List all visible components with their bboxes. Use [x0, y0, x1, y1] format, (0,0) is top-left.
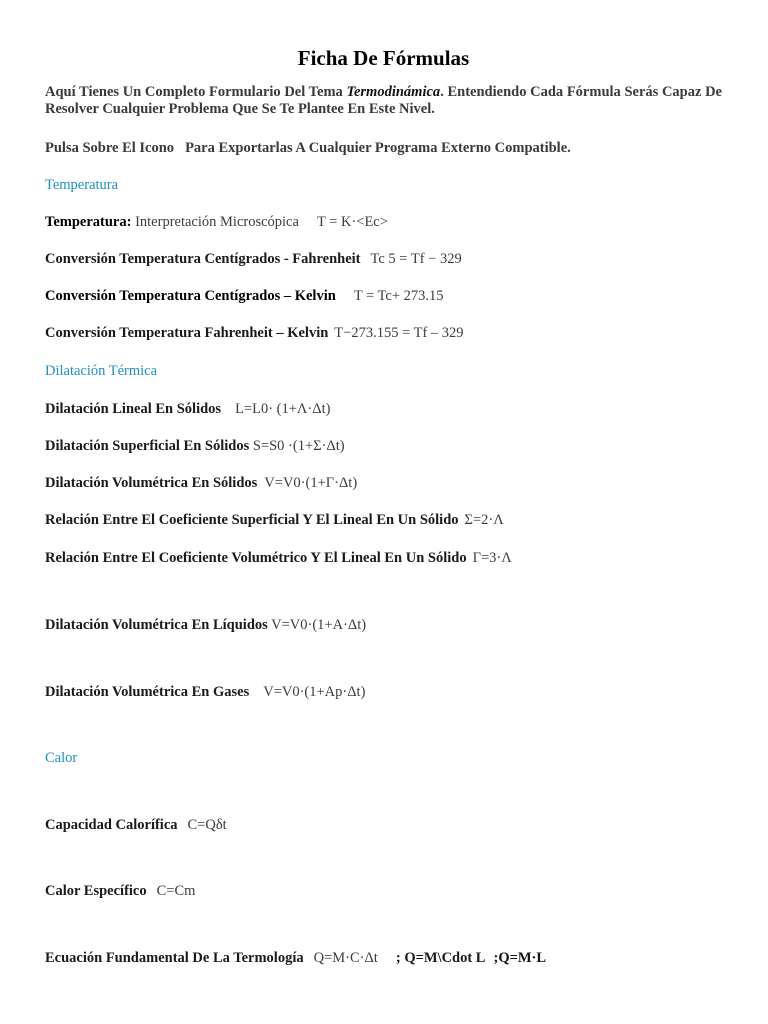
formula-expression: Γ=3·Λ — [472, 550, 512, 566]
formula-expression-2: Q=M\Cdot L — [404, 950, 486, 966]
formula-separator: ; — [493, 950, 499, 966]
formula-label: Relación Entre El Coeficiente Superficial Y El Lineal En Un Sólido — [45, 512, 459, 528]
formula-label: Conversión Temperatura Centígrados – Kelvin — [45, 288, 336, 304]
page-title: Ficha De Fórmulas — [297, 46, 470, 70]
formula-row-dilatacion-volumetrica — [45, 475, 357, 492]
formula-row-relacion-superficial — [45, 512, 504, 529]
formula-row-centigrados-kelvin — [45, 288, 444, 305]
formula-expression: C=Cm — [156, 883, 196, 899]
formula-label: Relación Entre El Coeficiente Volumétrico Y El Lineal En Un Sólido — [45, 550, 467, 566]
formula-expression-3: Q=M·L — [498, 950, 547, 966]
formula-expression: L=L0· (1+Λ·Δt) — [235, 401, 331, 417]
formula-expression: Σ=2·Λ — [464, 512, 504, 528]
formula-expression: V=V0·(1+A·Δt) — [271, 617, 367, 633]
formula-row-ecuacion-fundamental — [45, 950, 546, 967]
formula-row-fahrenheit-kelvin — [45, 325, 464, 342]
intro-text-before: Aquí Tienes Un Completo Formulario Del Tema — [45, 84, 347, 100]
formula-expression: Tc 5 = Tf − 329 — [370, 251, 462, 267]
section-heading-calor: Calor — [45, 750, 78, 766]
formula-expression: C=Qδt — [187, 817, 227, 833]
section-heading-dilatacion: Dilatación Térmica — [45, 363, 158, 379]
formula-description: Interpretación Microscópica — [135, 214, 299, 230]
intro-paragraph — [45, 84, 722, 118]
export-text-after: Para Exportarlas A Cualquier Programa Externo Compatible. — [185, 140, 571, 156]
formula-expression: T−273.155 = Tf – 329 — [334, 325, 464, 341]
formula-label: Conversión Temperatura Fahrenheit – Kelvin — [45, 325, 329, 341]
formula-row-dilatacion-lineal — [45, 401, 330, 418]
formula-row-dilatacion-gases — [45, 684, 365, 701]
formula-expression: S=S0 ·(1+Σ·Δt) — [252, 438, 345, 454]
formula-row-dilatacion-superficial — [45, 438, 345, 455]
formula-row-centigrados-fahrenheit — [45, 251, 462, 268]
export-instruction — [45, 140, 571, 157]
formula-separator: ; — [395, 950, 401, 966]
formula-expression-1: Q=M·C·Δt — [313, 950, 378, 966]
formula-label: Temperatura: — [45, 214, 132, 230]
export-text-before: Pulsa Sobre El Icono — [45, 140, 175, 156]
intro-keyword: Termodinámica — [346, 84, 441, 100]
formula-label: Conversión Temperatura Centígrados - Fahrenheit — [45, 251, 361, 267]
formula-row-dilatacion-liquidos — [45, 617, 366, 634]
formula-label: Calor Específico — [45, 883, 147, 899]
formula-expression: T = K·<Ec> — [316, 214, 388, 230]
formula-label: Capacidad Calorífica — [45, 817, 178, 833]
formula-expression: V=V0·(1+Γ·Δt) — [264, 475, 358, 491]
formula-row-temperatura — [45, 214, 388, 231]
formula-row-capacidad-calorifica — [45, 817, 227, 834]
intro-text-after: . Entendiendo Cada Fórmula Serás Capaz De Resolver Cualquier Problema Que Se Te Plantee En Este Nivel. — [45, 84, 722, 117]
formula-label: Dilatación Superficial En Sólidos — [45, 438, 250, 454]
formula-label: Dilatación Volumétrica En Gases — [45, 684, 250, 700]
formula-expression: V=V0·(1+Ap·Δt) — [263, 684, 366, 700]
section-heading-temperatura: Temperatura — [45, 177, 119, 193]
formula-expression: T = Tc+ 273.15 — [353, 288, 444, 304]
formula-label: Ecuación Fundamental De La Termología — [45, 950, 304, 966]
formula-label: Dilatación Volumétrica En Líquidos — [45, 617, 268, 633]
formula-label: Dilatación Volumétrica En Sólidos — [45, 475, 258, 491]
formula-row-calor-especifico — [45, 883, 195, 900]
formula-row-relacion-volumetrica — [45, 550, 512, 567]
formula-label: Dilatación Lineal En Sólidos — [45, 401, 222, 417]
